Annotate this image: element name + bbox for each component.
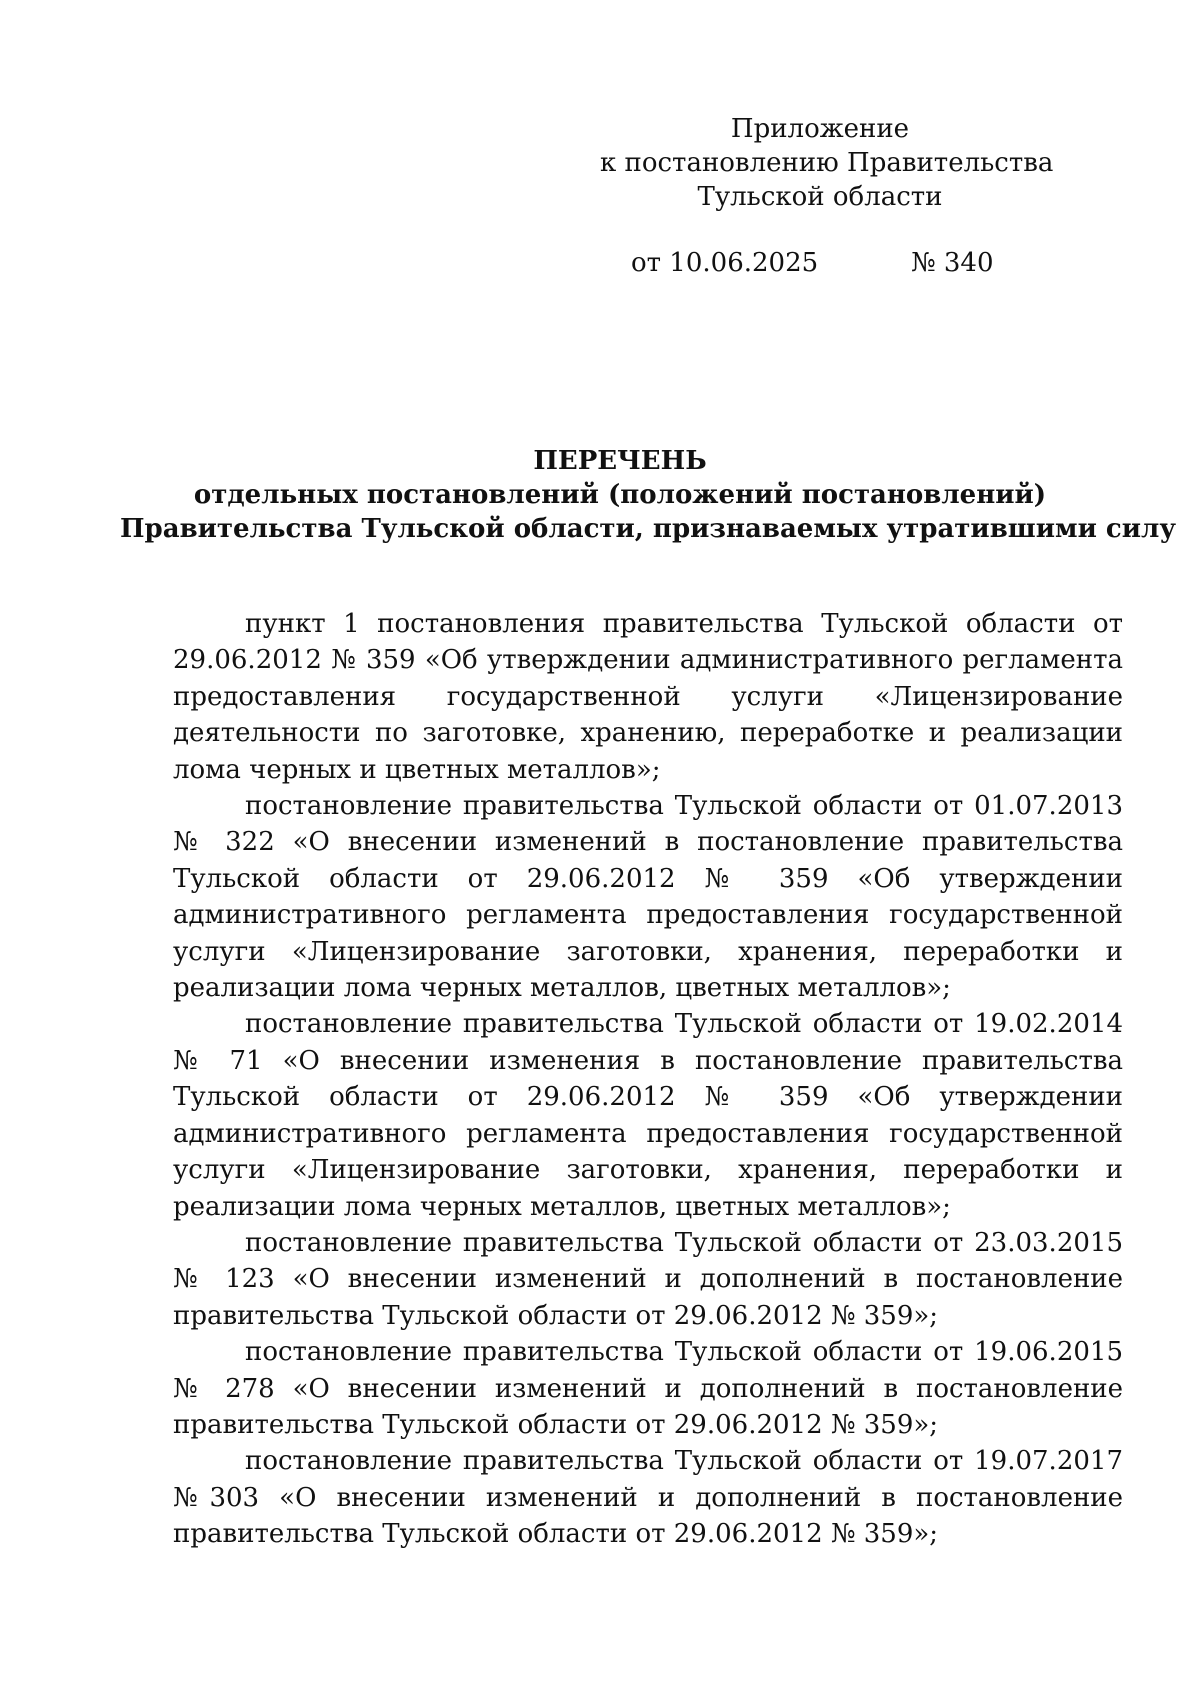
title-subheading: отдельных постановлений (положений постановлений) — [193, 480, 1047, 510]
title-subheading-2: Правительства Тульской области, признаваемых утратившими силу — [120, 514, 1177, 544]
resolution-reference — [631, 246, 1031, 280]
appendix-header — [600, 112, 1054, 214]
title-heading: ПЕРЕЧЕНЬ — [533, 446, 707, 476]
list-item: постановление правительства Тульской области от 23.03.2015 № 123 «О внесении изменений и дополнений в постановление правительства Тульской области от 29.06.2012 № 359»; — [173, 1227, 1123, 1331]
list-item: пункт 1 постановления правительства Тульской области от 29.06.2012 № 359 «Об утверждении административного регламента предоставления государственной услуги «Лицензирование деятельности по заготовке, хранению, переработке и реализации лома черных и цветных металлов»; — [173, 609, 1123, 785]
resolution-number: № 340 — [911, 248, 994, 278]
appendix-resolution-ref: к постановлению Правительства — [600, 148, 1054, 178]
list-item: постановление правительства Тульской области от 01.07.2013 № 322 «О внесении изменений в постановление правительства Тульской области от 29.06.2012 № 359 «Об утверждении административного регламента предоставления государственной услуги «Лицензирование заготовки, хранения, переработки и реализации лома черных металлов, цветных металлов»; — [173, 791, 1123, 1004]
list-item: постановление правительства Тульской области от 19.06.2015 № 278 «О внесении изменений и дополнений в постановление правительства Тульской области от 29.06.2012 № 359»; — [173, 1337, 1123, 1440]
resolution-date: от 10.06.2025 — [631, 248, 819, 278]
list-item: постановление правительства Тульской области от 19.07.2017 №303 «О внесении изменений и дополнений в постановление правительства Тульской области от 29.06.2012 № 359»; — [173, 1446, 1123, 1550]
list-item: постановление правительства Тульской области от 19.02.2014 № 71 «О внесении изменения в постановление правительства Тульской области от 29.06.2012 № 359 «Об утверждении административного регламента предоставления государственной услуги «Лицензирование заготовки, хранения, переработки и реализации лома черных металлов, цветных металлов»; — [173, 1009, 1123, 1222]
appendix-label: Приложение — [730, 114, 910, 144]
resolutions-list — [173, 606, 1123, 1553]
appendix-region: Тульской области — [697, 182, 943, 212]
document-title — [120, 444, 1177, 546]
